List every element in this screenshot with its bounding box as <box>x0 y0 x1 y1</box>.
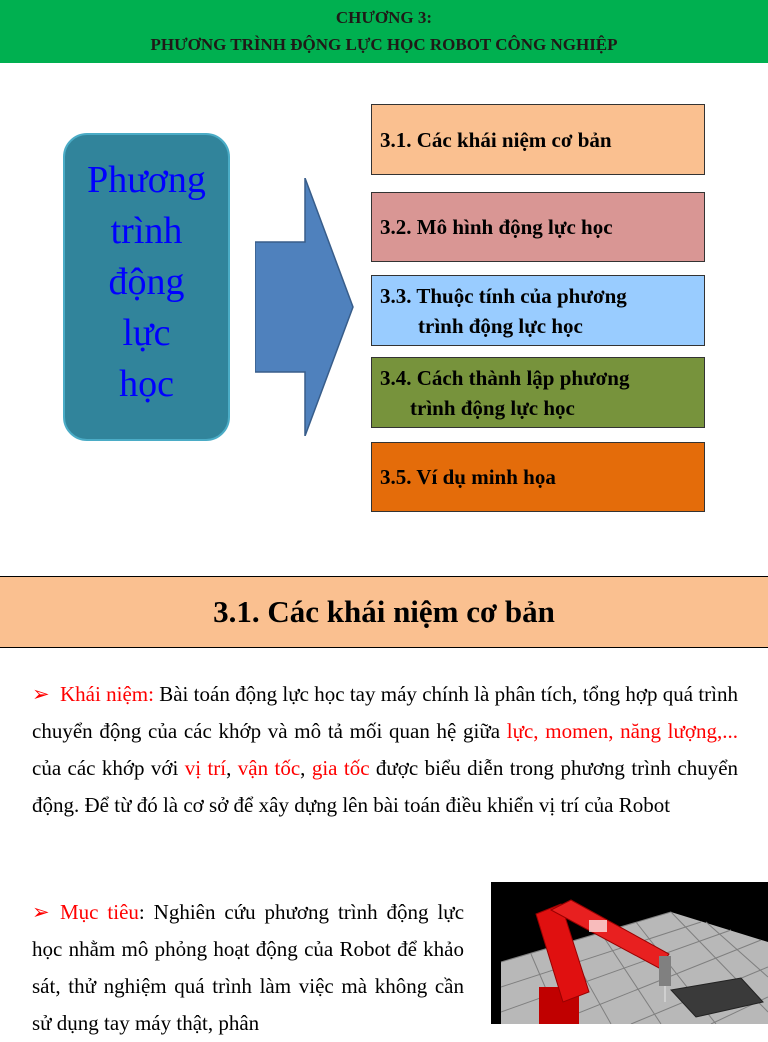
highlight-acceleration: gia tốc <box>311 756 370 780</box>
highlight-velocity: vận tốc <box>237 756 301 780</box>
right-arrow-icon <box>255 178 355 436</box>
highlight-forces: lực, momen, năng lượng,... <box>506 719 738 743</box>
robot-arm-illustration <box>491 882 768 1024</box>
topic-item-5 <box>371 442 705 512</box>
separator: , <box>226 756 238 780</box>
topic-label-continued: trình động lực học <box>418 313 583 338</box>
topic-item-4 <box>371 357 705 428</box>
concept-text: của các khớp với <box>32 756 185 780</box>
main-topic-line: lực <box>122 312 171 354</box>
topic-label: 3.5. Ví dụ minh họa <box>380 465 556 489</box>
highlight-position: vị trí <box>184 756 227 780</box>
separator: , <box>300 756 312 780</box>
arrow-bullet-icon: ➢ <box>32 682 50 706</box>
main-topic-line: Phương <box>87 159 206 201</box>
arrow-bullet-icon: ➢ <box>32 900 50 924</box>
main-topic-line: động <box>108 261 185 303</box>
topic-label: 3.1. Các khái niệm cơ bản <box>380 127 612 152</box>
robot-simulation-image <box>491 882 768 1024</box>
chapter-label: CHƯƠNG 3: <box>335 8 433 27</box>
topic-label: 3.2. Mô hình động lực học <box>380 215 613 239</box>
topic-label: 3.4. Cách thành lập phương <box>380 365 630 390</box>
goal-paragraph <box>32 894 464 1042</box>
section-title: 3.1. Các khái niệm cơ bản <box>0 576 768 648</box>
main-topic-box <box>63 133 230 441</box>
concept-text: được biểu diễn trong phương trình chuyển động. Để từ đó là cơ sở để xây dựng lên bài toán điều khiển vị trí của Robot <box>32 756 739 817</box>
topic-label: 3.3. Thuộc tính của phương <box>380 283 627 308</box>
topic-item-2 <box>371 192 705 262</box>
concept-paragraph <box>32 676 738 824</box>
main-topic-line: trình <box>110 210 183 252</box>
topic-label-continued: trình động lực học <box>410 395 575 420</box>
goal-text: : Nghiên cứu phương trình động lực học nhằm mô phỏng hoạt động của Robot để khảo sát, thử nghiệm quá trình làm việc mà không cần sử dụng tay máy thật, phân <box>32 900 465 1035</box>
chapter-title: PHƯƠNG TRÌNH ĐỘNG LỰC HỌC ROBOT CÔNG NGHIỆP <box>150 35 618 54</box>
topic-item-3 <box>371 275 705 346</box>
topic-item-1 <box>371 104 705 175</box>
concept-text: Bài toán động lực học tay máy chính là phân tích, tổng hợp quá trình chuyển động của các khớp và mô tả mối quan hệ giữa <box>32 682 738 743</box>
main-topic-line: học <box>119 363 174 405</box>
chapter-header <box>0 0 768 63</box>
goal-label: Mục tiêu <box>60 900 139 924</box>
concept-label: Khái niệm: <box>60 682 154 706</box>
